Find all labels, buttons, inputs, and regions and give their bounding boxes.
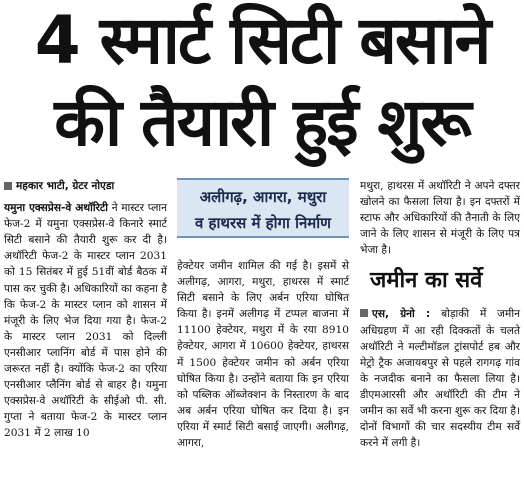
column-1-paragraph — [4, 200, 167, 441]
byline — [4, 178, 167, 194]
pullquote-box — [177, 178, 349, 238]
pullquote-line-2: व हाथरस में होगा निर्माण — [195, 214, 331, 232]
article-column-1 — [4, 178, 167, 442]
column-3-paragraph — [360, 306, 520, 451]
column-1-lead: यमुना एक्सप्रेस-वे अथॉरिटी — [4, 202, 109, 215]
pullquote-line-1: अलीगढ़, आगरा, मथुरा — [199, 188, 327, 206]
article-column-2 — [177, 258, 349, 451]
headline-line-2: की तैयारी हुई शुरू — [54, 84, 470, 161]
square-bullet-icon — [360, 309, 368, 317]
byline-text: महकार भाटी, ग्रेटर नोएडा — [16, 180, 115, 192]
square-bullet-icon — [4, 182, 12, 190]
column-3-text-top: मथुरा, हाथरस में अथॉरिटी ने अपने दफ्तर खोलने का फैसला लिया है। इन दफ्तरों में स्टाफ और अधिकारियों की तैनाती के लिए जाने के लिए शासन से मंजूरी के लिए पत्र भेजा है। — [360, 180, 520, 257]
column-3-text: बोड़ाकी में जमीन अधिग्रहण में आ रही दिक्कतों के चलते अथॉरिटी ने मल्टीमॉडल ट्रांसपोर्ट हब और मेट्रो ट्रैक अजायबपुर से पहले रागगढ़ गांव के नजदीक बनाने का फैसला लिया है। डीएमआरसी और अथॉरिटी की टीम ने जमीन का सर्वे भी करना शुरू कर दिया है। दोनों विभागों की चार सदस्यीय टीम सर्वे करने में लगी है। — [360, 308, 520, 450]
headline-line-1: 4 स्मार्ट सिटी बसाने — [34, 2, 490, 79]
column-2-text: हेक्टेयर जमीन शामिल की गई है। इसमें से अलीगढ़, आगरा, मथुरा, हाथरस में स्मार्ट सिटी बसाने के लिए अर्बन एरिया घोषित किया है। इनमें अलीगढ़ में टप्पल बाजना में 11100 हेक्टेयर, मथुरा में के रया 8910 हेक्टेयर, आगरा में 10600 हेक्टेयर, हाथरस में 1500 हेक्टेयर जमीन को अर्बन एरिया घोषित किया है। उन्होंने बताया कि इन एरिया को पब्लिक ऑब्जेक्शन के निस्तारण के बाद अब अर्बन एरिया घोषित कर दिया है। इन एरिया में स्मार्ट सिटी बसाई जाएगी। अलीगढ़, आगरा, — [177, 260, 349, 450]
column-3-lead: एस, ग्रेनो : — [372, 308, 431, 321]
subheading: जमीन का सर्वे — [370, 268, 483, 294]
headline — [0, 0, 524, 170]
article-column-3 — [360, 178, 520, 451]
column-1-text: ने मास्टर प्लान फेज-2 में यमुना एक्सप्रेस-वे किनारे स्मार्ट सिटी बसाने की तैयारी शुरू कर दी है। अथॉरिटी फेज-2 के मास्टर प्लान 2031 को 15 सितंबर में हुई 51वीं बोर्ड बैठक में पास कर चुकी है। अधिकारियों का कहना है कि फेज-2 के मास्टर प्लान को शासन में मंजूरी के लिए भेज दिया गया है। फेज-2 के मास्टर प्लान 2031 को दिल्ली एनसीआर प्लानिंग बोर्ड में पास होने की जरूरत नहीं है। क्योंकि फेज-2 का एरिया एनसीआर प्लैनिंग बोर्ड से बाहर है। यमुना एक्सप्रेस-वे अथॉरिटी के सीईओ पी. सी. गुप्ता ने बताया फेज-2 के मास्टर प्लान 2031 में 2 लाख 10 — [4, 202, 168, 440]
